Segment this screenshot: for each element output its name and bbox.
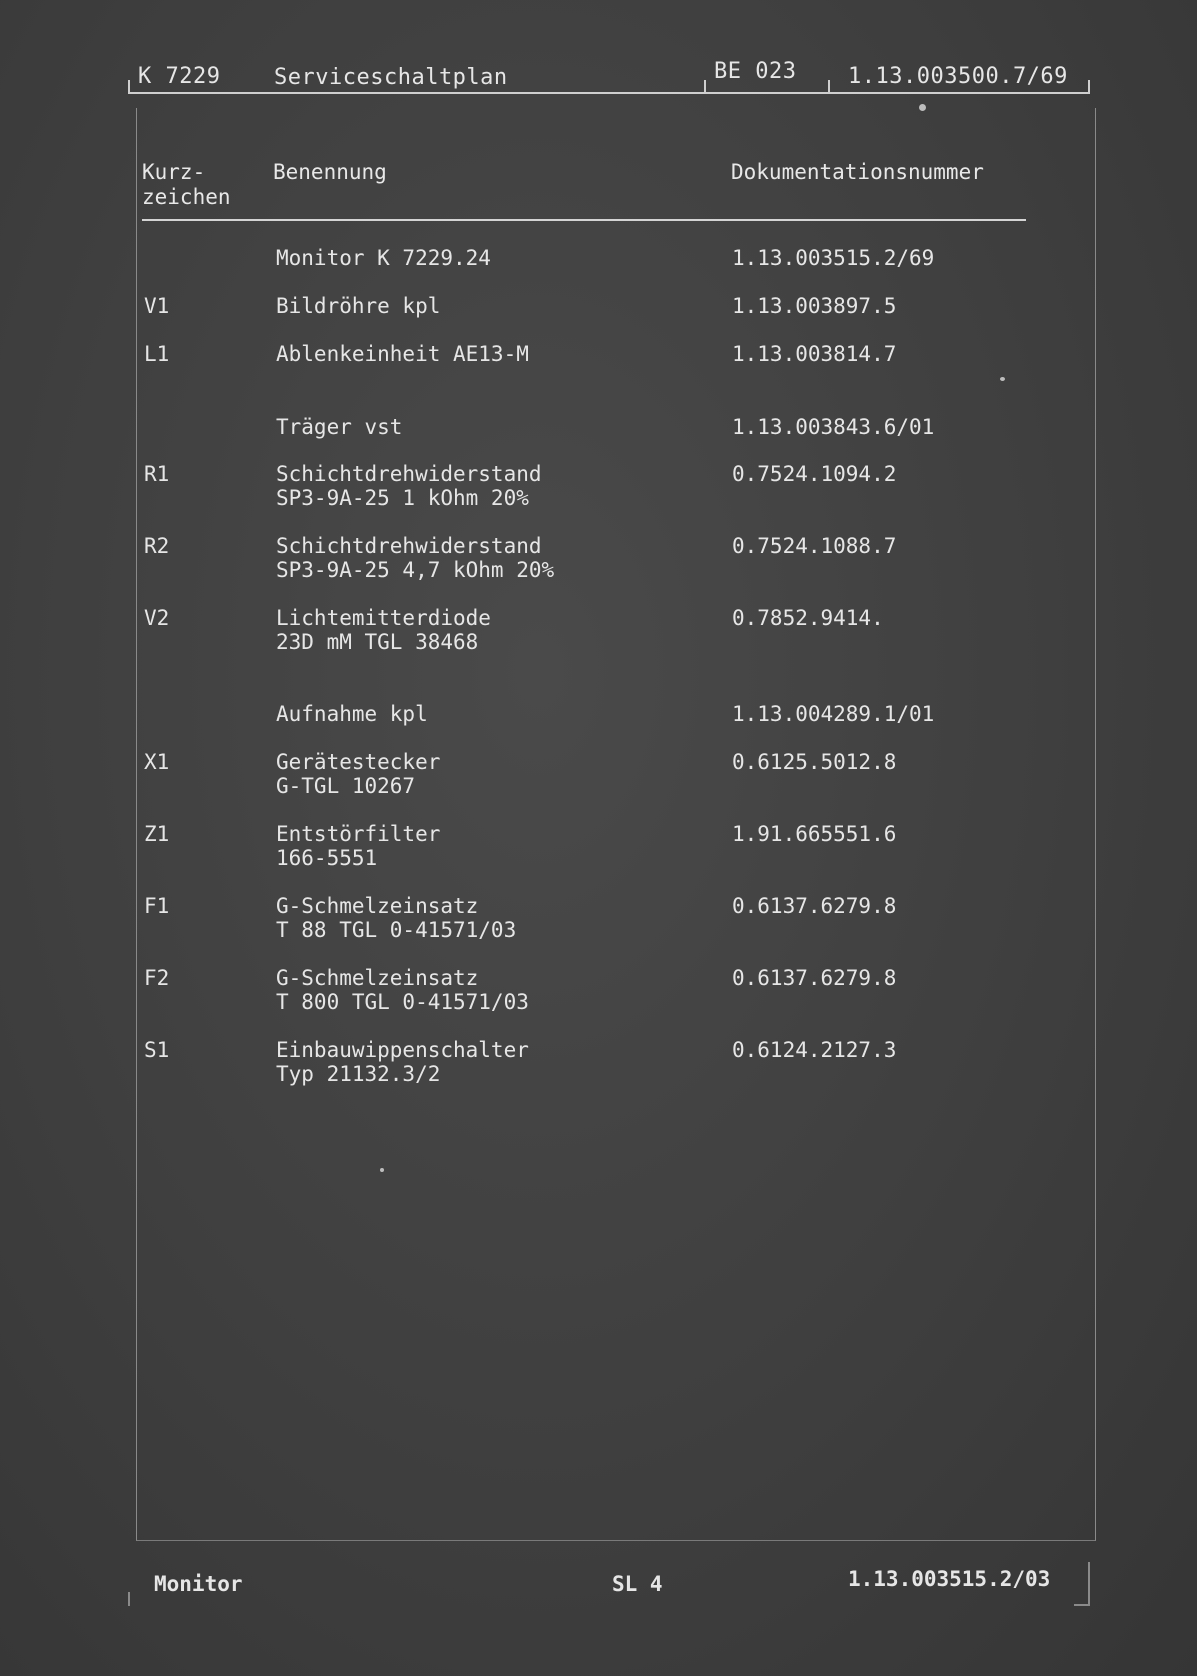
row-dokumentationsnummer: 1.13.003897.5 (732, 294, 897, 318)
footer-corner-right (1088, 1562, 1090, 1606)
row-benennung: G-Schmelzeinsatz T 88 TGL 0-41571/03 (276, 894, 517, 942)
header-model: K 7229 (138, 64, 221, 89)
row-kurzzeichen: X1 (144, 750, 170, 774)
row-dokumentationsnummer: 1.13.003814.7 (732, 342, 897, 366)
row-dokumentationsnummer: 0.6137.6279.8 (732, 894, 897, 918)
row-kurzzeichen: L1 (144, 342, 170, 366)
footer-sheet: SL 4 (612, 1572, 663, 1596)
column-header-benennung: Benennung (273, 160, 387, 184)
row-dokumentationsnummer: 0.7852.9414. (732, 606, 884, 630)
row-kurzzeichen: V1 (144, 294, 170, 318)
row-benennung: Bildröhre kpl (276, 294, 441, 318)
row-dokumentationsnummer: 1.13.004289.1/01 (732, 702, 935, 726)
row-dokumentationsnummer: 0.7524.1094.2 (732, 462, 897, 486)
footer-doc-number: 1.13.003515.2/03 (848, 1567, 1051, 1591)
row-dokumentationsnummer: 1.13.003515.2/69 (732, 246, 935, 270)
row-kurzzeichen: F2 (144, 966, 170, 990)
row-benennung: Entstörfilter 166-5551 (276, 822, 441, 870)
row-benennung: Aufnahme kpl (276, 702, 428, 726)
row-kurzzeichen: R2 (144, 534, 170, 558)
row-benennung: Ablenkeinheit AE13-M (276, 342, 529, 366)
row-kurzzeichen: S1 (144, 1038, 170, 1062)
dust-speck (380, 1168, 384, 1172)
row-benennung: Schichtdrehwiderstand SP3-9A-25 1 kOhm 20% (276, 462, 542, 510)
row-kurzzeichen: F1 (144, 894, 170, 918)
row-benennung: G-Schmelzeinsatz T 800 TGL 0-41571/03 (276, 966, 529, 1014)
dust-speck (919, 104, 926, 111)
row-benennung: Träger vst (276, 415, 403, 439)
row-dokumentationsnummer: 0.6124.2127.3 (732, 1038, 897, 1062)
row-benennung: Gerätestecker G-TGL 10267 (276, 750, 441, 798)
row-dokumentationsnummer: 1.13.003843.6/01 (732, 415, 935, 439)
row-benennung: Monitor K 7229.24 (276, 246, 491, 270)
row-benennung: Schichtdrehwiderstand SP3-9A-25 4,7 kOhm 20% (276, 534, 555, 582)
footer-corner-right-foot (1074, 1604, 1090, 1606)
row-kurzzeichen: V2 (144, 606, 170, 630)
document-header (128, 59, 1090, 94)
row-kurzzeichen: Z1 (144, 822, 170, 846)
row-kurzzeichen: R1 (144, 462, 170, 486)
document-footer (128, 1562, 1090, 1596)
row-dokumentationsnummer: 0.6125.5012.8 (732, 750, 897, 774)
header-doc-number: 1.13.003500.7/69 (848, 64, 1068, 89)
footer-corner-left (128, 1592, 130, 1606)
row-dokumentationsnummer: 0.7524.1088.7 (732, 534, 897, 558)
row-benennung: Einbauwippenschalter Typ 21132.3/2 (276, 1038, 529, 1086)
header-title: Serviceschaltplan (274, 65, 508, 90)
column-header-kurzzeichen: Kurz- zeichen (142, 160, 231, 209)
column-header-dokumentationsnummer: Dokumentationsnummer (731, 160, 984, 184)
footer-left: Monitor (154, 1572, 243, 1596)
header-tick-mid (704, 80, 706, 94)
row-dokumentationsnummer: 0.6137.6279.8 (732, 966, 897, 990)
header-rule (142, 219, 1026, 221)
header-tick-right (1088, 80, 1090, 94)
header-tick-mid2 (828, 80, 830, 94)
header-tick-left (128, 80, 130, 94)
dust-speck (1000, 377, 1005, 381)
header-be: BE 023 (714, 59, 797, 84)
row-benennung: Lichtemitterdiode 23D mM TGL 38468 (276, 606, 491, 654)
row-dokumentationsnummer: 1.91.665551.6 (732, 822, 897, 846)
